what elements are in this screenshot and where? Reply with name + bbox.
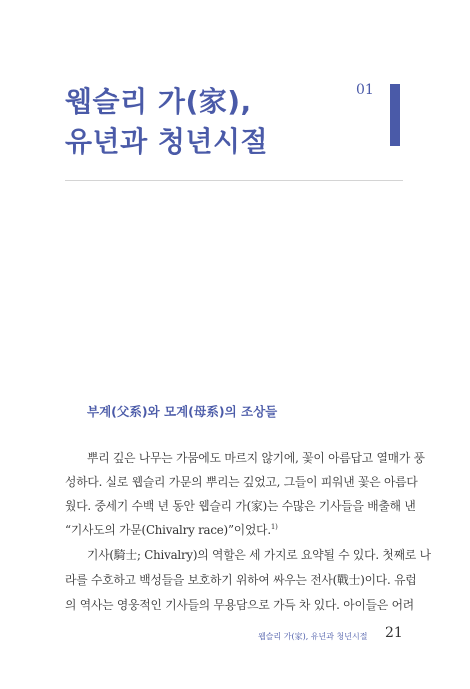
body-line-4 (65, 521, 403, 538)
chapter-title-line1: 웹슬리 가(家), (65, 85, 252, 118)
body-line-1: 뿌리 깊은 나무는 가뭄에도 마르지 않기에, 꽃이 아름답고 열매가 풍 (87, 451, 425, 465)
chapter-accent-bar (390, 84, 400, 146)
title-divider (65, 180, 403, 181)
body-line-5: 기사(騎士; Chivalry)의 역할은 세 가지로 요약될 수 있다. 첫째로 나 (87, 548, 431, 562)
chapter-title-line2: 유년과 청년시절 (65, 125, 269, 158)
running-footer: 웹슬리 가(家), 유년과 청년시절 (258, 632, 368, 641)
section-heading: 부계(父系)와 모계(母系)의 조상들 (87, 404, 278, 419)
body-line-2: 성하다. 실로 웹슬리 가문의 뿌리는 깊었고, 그들이 피워낸 꽃은 아름다 (65, 475, 418, 489)
body-line-4-text: “기사도의 가문(Chivalry race)”이었다. (65, 523, 271, 537)
page-number: 21 (385, 625, 403, 641)
body-line-6: 라를 수호하고 백성들을 보호하기 위하여 싸우는 전사(戰士)이다. 유럽 (65, 573, 417, 587)
chapter-number: 01 (356, 82, 374, 98)
body-line-3: 웠다. 중세기 수백 년 동안 웹슬리 가(家)는 수많은 기사들을 배출해 낸 (65, 499, 416, 513)
body-line-7: 의 역사는 영웅적인 기사들의 무용담으로 가득 차 있다. 아이들은 어려 (65, 598, 414, 612)
footnote-marker: 1) (270, 523, 278, 532)
